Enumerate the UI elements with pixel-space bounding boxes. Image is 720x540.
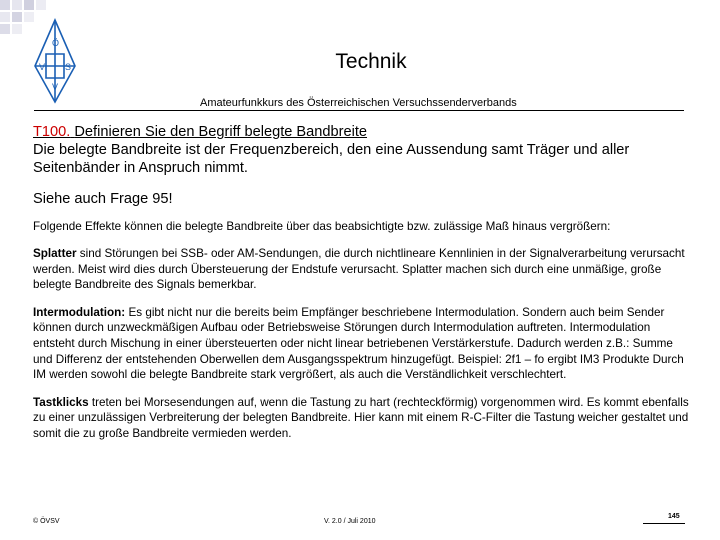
see-also-note: Siehe auch Frage 95! bbox=[33, 191, 173, 207]
paragraph-intermodulation-text: Es gibt nicht nur die bereits beim Empfänger beschriebene Intermodulation. Sondern auch beim Sender können durch unzweckmäßigen Aufbau oder Betriebsweise Störungen durch Intermodulation auftreten. Intermodulation entsteht durch Mischung in einer übersteuerten oder nicht linear betriebenen Verstärkerstufe. Dadurch werden z.B.: Summe und Differenz der entstehenden Oberwellen dem Ausgangsspektrum hinzugefügt. Beispiel: 2f1 – fo ergibt IM3 Produkte Durch IM werden sowohl die belegte Bandbreite stark vergrößert, als auch die Verständlichkeit verschlechtert. bbox=[33, 305, 684, 382]
answer-text: Die belegte Bandbreite ist der Frequenzbereich, den eine Aussendung samt Träger und aller Seitenbänder in Anspruch nimmt. bbox=[33, 142, 630, 176]
svg-text:V: V bbox=[52, 82, 59, 92]
question-heading bbox=[33, 124, 693, 141]
paragraph-splatter bbox=[33, 246, 693, 293]
effects-intro: Folgende Effekte können die belegte Bandbreite über das beabsichtigte bzw. zulässige Maß hinaus vergrößern: bbox=[33, 220, 611, 233]
page-number-rule bbox=[643, 523, 685, 524]
term-splatter: Splatter bbox=[33, 247, 77, 260]
svg-text:S: S bbox=[65, 62, 72, 72]
term-intermodulation: Intermodulation: bbox=[33, 305, 126, 319]
svg-text:V: V bbox=[39, 62, 46, 72]
page-title: Technik bbox=[335, 50, 407, 73]
footer-version: V. 2.0 / Juli 2010 bbox=[324, 518, 376, 525]
slide-content bbox=[33, 124, 693, 442]
page-number: 145 bbox=[668, 513, 680, 520]
question-text: Definieren Sie den Begriff belegte Bandbreite bbox=[74, 124, 368, 140]
paragraph-intermodulation bbox=[33, 305, 693, 383]
paragraph-tastklicks bbox=[33, 395, 693, 442]
paragraph-tastklicks-text: treten bei Morsesendungen auf, wenn die Tastung zu hart (rechteckförmig) vorgenommen wird. Es kommt ebenfalls zu einer unzulässigen Verbreiterung der belegten Bandbreite. Hier kann mit einem R-C-Filter die Tastung weicher gestaltet und somit die zu große Bandbreite vermieden werden. bbox=[33, 395, 689, 440]
page-subtitle: Amateurfunkkurs des Österreichischen Versuchssenderverbands bbox=[200, 97, 517, 109]
question-number: T100. bbox=[33, 124, 71, 140]
header-divider bbox=[34, 110, 684, 111]
paragraph-splatter-text: sind Störungen bei SSB- oder AM-Sendungen, die durch nichtlineare Kennlinien in der Signalverarbeitung verursacht werden. Meist wird dies durch Übersteuerung der Endstufe verursacht. Splatter machen sich durch eine unmäßige, große belegte Bandbreite des Signals bemerkbar. bbox=[33, 247, 685, 292]
footer-copyright: © ÖVSV bbox=[33, 518, 60, 525]
svg-text:Ö: Ö bbox=[52, 38, 60, 48]
term-tastklicks: Tastklicks bbox=[33, 395, 89, 409]
